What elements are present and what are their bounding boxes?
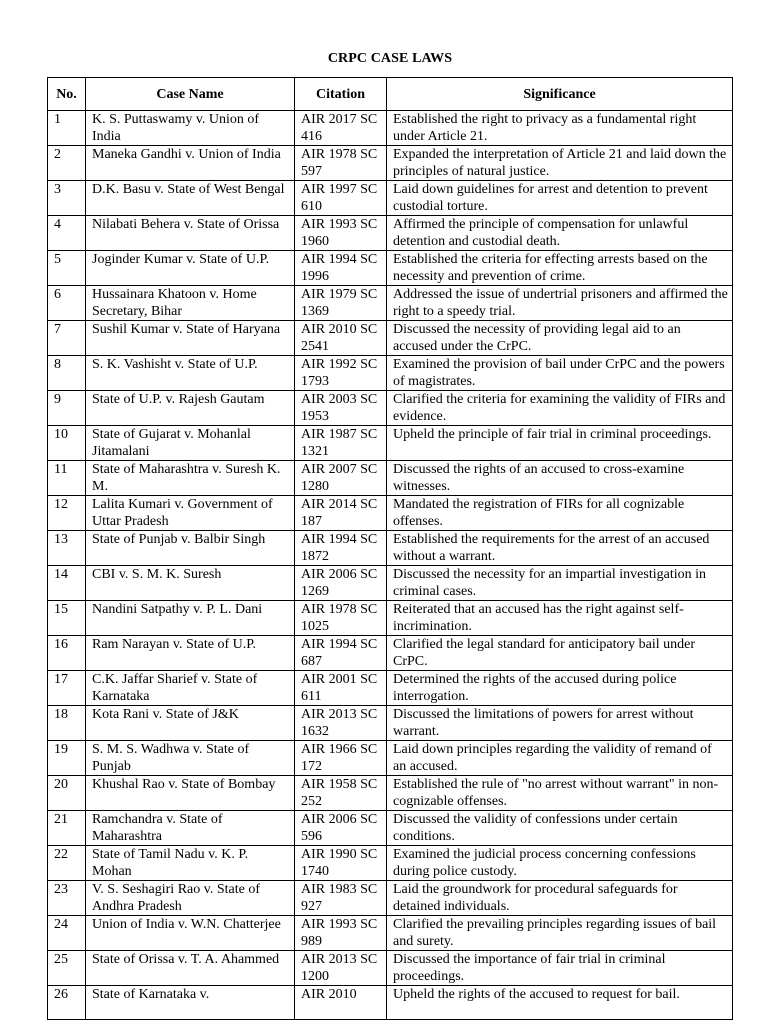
table-row [48, 566, 733, 601]
cell-citation: AIR 1990 SC 1740 [295, 846, 387, 881]
table-row [48, 741, 733, 776]
table-row [48, 601, 733, 636]
cell-no: 10 [48, 426, 86, 461]
table-row [48, 811, 733, 846]
cell-significance: Established the right to privacy as a fundamental right under Article 21. [387, 111, 733, 146]
cell-no: 16 [48, 636, 86, 671]
cell-significance: Determined the rights of the accused during police interrogation. [387, 671, 733, 706]
cell-case-name: Union of India v. W.N. Chatterjee [86, 916, 295, 951]
cell-case-name: Nilabati Behera v. State of Orissa [86, 216, 295, 251]
cell-case-name: State of Punjab v. Balbir Singh [86, 531, 295, 566]
table-row [48, 706, 733, 741]
cell-case-name: Kota Rani v. State of J&K [86, 706, 295, 741]
cell-significance: Discussed the importance of fair trial in criminal proceedings. [387, 951, 733, 986]
table-row [48, 461, 733, 496]
cell-no: 12 [48, 496, 86, 531]
cell-no: 26 [48, 986, 86, 1020]
cell-no: 7 [48, 321, 86, 356]
table-row [48, 321, 733, 356]
table-row [48, 356, 733, 391]
cell-significance: Laid the groundwork for procedural safeguards for detained individuals. [387, 881, 733, 916]
cell-case-name: State of Karnataka v. [86, 986, 295, 1020]
table-row [48, 426, 733, 461]
cell-no: 14 [48, 566, 86, 601]
cell-significance: Clarified the criteria for examining the validity of FIRs and evidence. [387, 391, 733, 426]
cell-citation: AIR 2003 SC 1953 [295, 391, 387, 426]
header-case-name: Case Name [86, 78, 295, 111]
cell-no: 21 [48, 811, 86, 846]
cell-significance: Discussed the validity of confessions under certain conditions. [387, 811, 733, 846]
cell-case-name: State of Gujarat v. Mohanlal Jitamalani [86, 426, 295, 461]
cell-significance: Laid down guidelines for arrest and detention to prevent custodial torture. [387, 181, 733, 216]
cell-no: 3 [48, 181, 86, 216]
cell-citation: AIR 1978 SC 1025 [295, 601, 387, 636]
cell-no: 19 [48, 741, 86, 776]
table-row [48, 391, 733, 426]
cell-citation: AIR 2006 SC 1269 [295, 566, 387, 601]
cell-no: 13 [48, 531, 86, 566]
cell-case-name: State of U.P. v. Rajesh Gautam [86, 391, 295, 426]
table-row [48, 531, 733, 566]
cell-significance: Affirmed the principle of compensation for unlawful detention and custodial death. [387, 216, 733, 251]
cell-case-name: S. M. S. Wadhwa v. State of Punjab [86, 741, 295, 776]
cell-no: 24 [48, 916, 86, 951]
cell-no: 20 [48, 776, 86, 811]
cell-no: 2 [48, 146, 86, 181]
table-row [48, 251, 733, 286]
cell-significance: Addressed the issue of undertrial prisoners and affirmed the right to a speedy trial. [387, 286, 733, 321]
cell-citation: AIR 1978 SC 597 [295, 146, 387, 181]
cell-case-name: Maneka Gandhi v. Union of India [86, 146, 295, 181]
cell-case-name: C.K. Jaffar Sharief v. State of Karnataka [86, 671, 295, 706]
cell-case-name: D.K. Basu v. State of West Bengal [86, 181, 295, 216]
cell-no: 23 [48, 881, 86, 916]
cell-case-name: Nandini Satpathy v. P. L. Dani [86, 601, 295, 636]
table-row [48, 286, 733, 321]
cell-case-name: Khushal Rao v. State of Bombay [86, 776, 295, 811]
cell-citation: AIR 2007 SC 1280 [295, 461, 387, 496]
cell-citation: AIR 1983 SC 927 [295, 881, 387, 916]
cell-significance: Upheld the principle of fair trial in criminal proceedings. [387, 426, 733, 461]
cell-no: 17 [48, 671, 86, 706]
cell-no: 1 [48, 111, 86, 146]
cell-citation: AIR 1958 SC 252 [295, 776, 387, 811]
cell-citation: AIR 1993 SC 989 [295, 916, 387, 951]
table-row [48, 951, 733, 986]
cell-no: 9 [48, 391, 86, 426]
cell-citation: AIR 1979 SC 1369 [295, 286, 387, 321]
cell-case-name: Ramchandra v. State of Maharashtra [86, 811, 295, 846]
cell-case-name: Sushil Kumar v. State of Haryana [86, 321, 295, 356]
cell-citation: AIR 1997 SC 610 [295, 181, 387, 216]
cell-no: 25 [48, 951, 86, 986]
cell-significance: Reiterated that an accused has the right against self-incrimination. [387, 601, 733, 636]
table-row [48, 986, 733, 1020]
cell-citation: AIR 2013 SC 1200 [295, 951, 387, 986]
cell-no: 22 [48, 846, 86, 881]
cell-citation: AIR 1994 SC 1996 [295, 251, 387, 286]
cell-significance: Discussed the necessity of providing legal aid to an accused under the CrPC. [387, 321, 733, 356]
table-row [48, 671, 733, 706]
cell-no: 11 [48, 461, 86, 496]
table-row [48, 776, 733, 811]
cell-significance: Expanded the interpretation of Article 21 and laid down the principles of natural justice. [387, 146, 733, 181]
cell-case-name: State of Maharashtra v. Suresh K. M. [86, 461, 295, 496]
cell-significance: Established the rule of "no arrest without warrant" in non-cognizable offenses. [387, 776, 733, 811]
cell-no: 6 [48, 286, 86, 321]
document-title: CRPC CASE LAWS [327, 51, 453, 66]
cell-significance: Discussed the necessity for an impartial investigation in criminal cases. [387, 566, 733, 601]
cell-citation: AIR 2010 SC 2541 [295, 321, 387, 356]
cell-citation: AIR 2013 SC 1632 [295, 706, 387, 741]
cell-citation: AIR 1966 SC 172 [295, 741, 387, 776]
cell-case-name: Lalita Kumari v. Government of Uttar Pradesh [86, 496, 295, 531]
cell-citation: AIR 2014 SC 187 [295, 496, 387, 531]
table-row [48, 216, 733, 251]
cell-citation: AIR 2017 SC 416 [295, 111, 387, 146]
cell-significance: Upheld the rights of the accused to request for bail. [387, 986, 733, 1020]
cell-no: 15 [48, 601, 86, 636]
cell-no: 18 [48, 706, 86, 741]
cell-case-name: K. S. Puttaswamy v. Union of India [86, 111, 295, 146]
cell-case-name: V. S. Seshagiri Rao v. State of Andhra Pradesh [86, 881, 295, 916]
cell-significance: Discussed the rights of an accused to cross-examine witnesses. [387, 461, 733, 496]
table-row [48, 111, 733, 146]
cell-citation: AIR 2001 SC 611 [295, 671, 387, 706]
cell-case-name: Joginder Kumar v. State of U.P. [86, 251, 295, 286]
cell-citation: AIR 1987 SC 1321 [295, 426, 387, 461]
cell-significance: Clarified the prevailing principles regarding issues of bail and surety. [387, 916, 733, 951]
header-significance: Significance [387, 78, 733, 111]
table-row [48, 636, 733, 671]
cell-no: 4 [48, 216, 86, 251]
table-row [48, 846, 733, 881]
cell-citation: AIR 1994 SC 687 [295, 636, 387, 671]
case-laws-table [47, 77, 733, 1020]
cell-significance: Established the requirements for the arrest of an accused without a warrant. [387, 531, 733, 566]
cell-no: 8 [48, 356, 86, 391]
cell-citation: AIR 2010 [295, 986, 387, 1020]
cell-case-name: State of Tamil Nadu v. K. P. Mohan [86, 846, 295, 881]
cell-no: 5 [48, 251, 86, 286]
cell-case-name: CBI v. S. M. K. Suresh [86, 566, 295, 601]
table-row [48, 916, 733, 951]
cell-case-name: State of Orissa v. T. A. Ahammed [86, 951, 295, 986]
table-row [48, 146, 733, 181]
table-header-row [48, 78, 733, 111]
cell-citation: AIR 1993 SC 1960 [295, 216, 387, 251]
cell-case-name: Hussainara Khatoon v. Home Secretary, Bihar [86, 286, 295, 321]
table-row [48, 496, 733, 531]
cell-significance: Mandated the registration of FIRs for all cognizable offenses. [387, 496, 733, 531]
cell-significance: Laid down principles regarding the validity of remand of an accused. [387, 741, 733, 776]
cell-citation: AIR 2006 SC 596 [295, 811, 387, 846]
table-body [48, 111, 733, 1020]
cell-case-name: Ram Narayan v. State of U.P. [86, 636, 295, 671]
cell-citation: AIR 1994 SC 1872 [295, 531, 387, 566]
cell-significance: Discussed the limitations of powers for arrest without warrant. [387, 706, 733, 741]
cell-significance: Clarified the legal standard for anticipatory bail under CrPC. [387, 636, 733, 671]
cell-significance: Examined the provision of bail under CrPC and the powers of magistrates. [387, 356, 733, 391]
table-row [48, 181, 733, 216]
cell-significance: Examined the judicial process concerning confessions during police custody. [387, 846, 733, 881]
cell-case-name: S. K. Vashisht v. State of U.P. [86, 356, 295, 391]
header-citation: Citation [295, 78, 387, 111]
header-no: No. [48, 78, 86, 111]
cell-significance: Established the criteria for effecting arrests based on the necessity and prevention of crime. [387, 251, 733, 286]
cell-citation: AIR 1992 SC 1793 [295, 356, 387, 391]
table-row [48, 881, 733, 916]
